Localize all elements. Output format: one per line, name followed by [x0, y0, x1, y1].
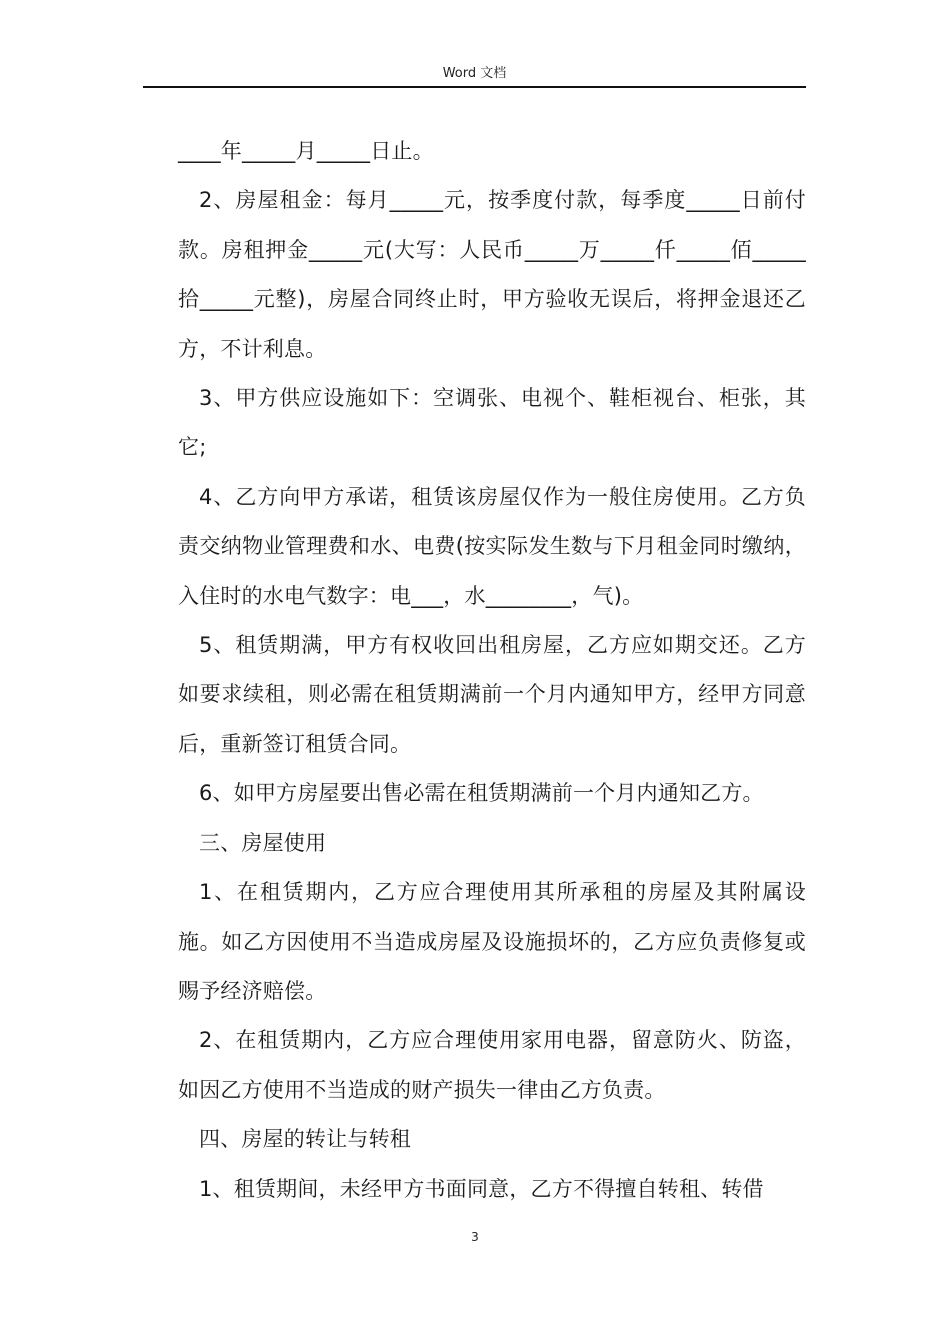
paragraph-usage-promise-clause: 4、乙方向甲方承诺，租赁该房屋仅作为一般住房使用。乙方负责交纳物业管理费和水、电费(按实际发生数与下月租金同时缴纳，入住时的水电气数字：电___，水________，气)。 [178, 484, 806, 608]
paragraph-appliance-use-clause: 2、在租赁期内，乙方应合理使用家用电器，留意防火、防盗，如因乙方使用不当造成的财产损失一律由乙方负责。 [178, 1028, 806, 1102]
paragraph-sublease-clause: 1、租赁期间，未经甲方书面同意，乙方不得擅自转租、转借 [199, 1176, 764, 1201]
section-heading-transfer-sublease: 四、房屋的转让与转租 [199, 1127, 411, 1152]
page-header: Word 文档 [442, 66, 507, 81]
paragraph-lease-expiry-clause: 5、租赁期满，甲方有权收回出租房屋，乙方应如期交还。乙方如要求续租，则必需在租赁期满前一个月内通知甲方，经甲方同意后，重新签订租赁合同。 [178, 633, 806, 756]
page-number: 3 [471, 1230, 479, 1244]
document-body [178, 127, 806, 1214]
paragraph-lease-end-date: ____年_____月_____日止。 [178, 139, 434, 163]
paragraph-facilities-clause: 3、甲方供应设施如下：空调张、电视个、鞋柜视台、柜张，其它; [178, 386, 806, 460]
paragraph-reasonable-use-clause: 1、在租赁期内，乙方应合理使用其所承租的房屋及其附属设施。如乙方因使用不当造成房屋及设施损坏的，乙方应负责修复或赐予经济赔偿。 [178, 880, 806, 1003]
header-divider [143, 86, 806, 88]
paragraph-rent-clause: 2、房屋租金：每月_____元，按季度付款，每季度_____日前付款。房租押金_____元(大写：人民币_____万_____仟_____佰_____拾_____元整)，房屋合同终止时，甲方验收无误后，将押金退还乙方，不计利息。 [178, 188, 806, 361]
section-heading-house-use: 三、房屋使用 [199, 830, 327, 855]
paragraph-sale-notice-clause: 6、如甲方房屋要出售必需在租赁期满前一个月内通知乙方。 [199, 781, 764, 806]
